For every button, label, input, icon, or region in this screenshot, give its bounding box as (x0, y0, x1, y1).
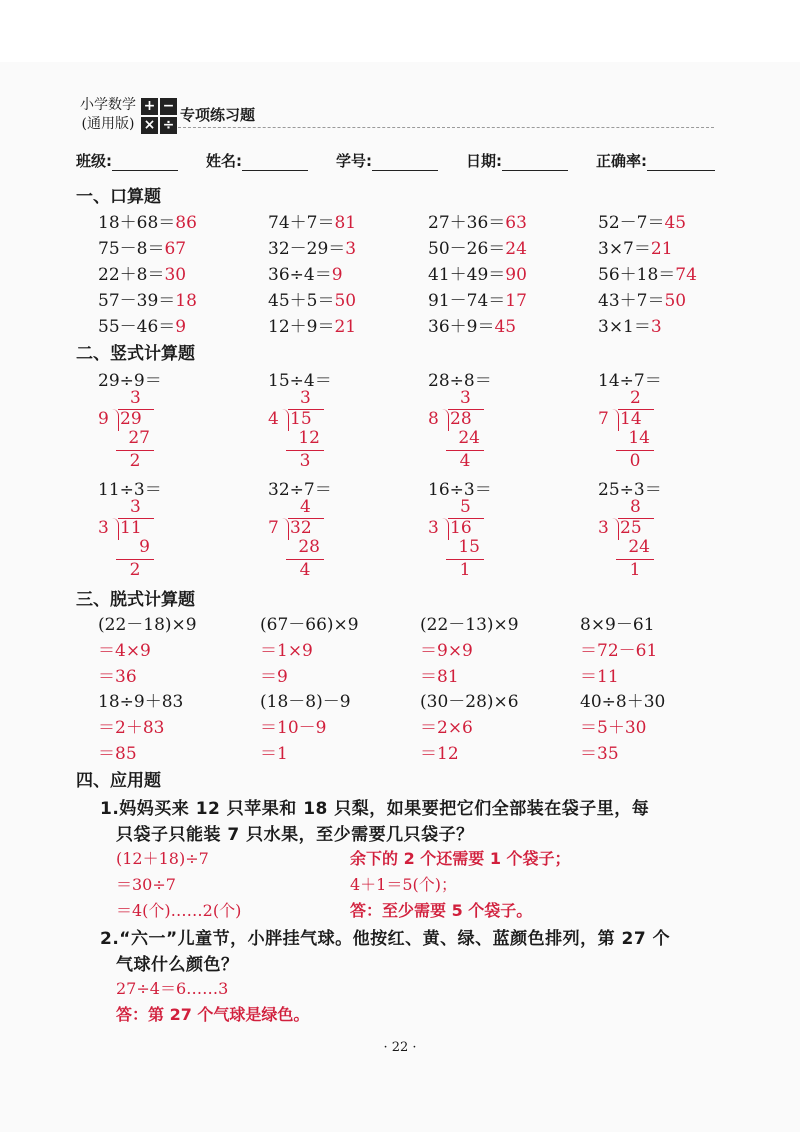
divide-icon: ÷ (160, 117, 177, 134)
accuracy-blank[interactable] (647, 152, 715, 171)
word-problem-2-line-1: 2.“六一”儿童节，小胖挂气球。他按红、黄、绿、蓝颜色排列，第 27 个 (100, 929, 671, 949)
word-problem-1-line-1: 1.妈妈买来 12 只苹果和 18 只梨，如果要把它们全部装在袋子里，每 (100, 799, 650, 819)
expression-text: 8×9－61 (580, 615, 655, 635)
step-2-text: ＝81 (420, 667, 459, 687)
long-division (98, 499, 158, 585)
mental-math-item (428, 208, 527, 233)
minus-icon: − (160, 98, 177, 115)
divisor-text: 9 (98, 409, 109, 429)
mental-math-item (428, 312, 516, 337)
step-1-text: ＝10－9 (260, 718, 327, 738)
division-question: 14÷7＝ (598, 371, 662, 391)
answer-text: 45 (664, 213, 687, 233)
question-text: 22＋8＝ (98, 265, 165, 285)
division-question: 29÷9＝ (98, 371, 162, 391)
date-label: 日期: (466, 152, 502, 170)
answer-text: 50 (664, 291, 687, 311)
division-question: 11÷3＝ (98, 480, 162, 500)
product-text: 15 (458, 537, 480, 557)
subtraction-line (616, 450, 654, 451)
division-bracket-icon (612, 518, 619, 540)
name-label: 姓名: (206, 152, 242, 170)
problem-2-calc: 27÷4＝6……3 (116, 979, 229, 998)
student-id-label: 学号: (336, 152, 372, 170)
problem-1-note: 余下的 2 个还需要 1 个袋子； (350, 849, 571, 868)
mental-math-item (428, 234, 527, 259)
step-1-text: ＝1×9 (260, 641, 313, 661)
step-2-text: ＝1 (260, 744, 288, 764)
question-text: 12＋9＝ (268, 317, 335, 337)
class-field[interactable] (76, 150, 178, 171)
answer-text: 67 (164, 239, 187, 259)
remainder-text: 4 (459, 451, 471, 471)
question-text: 55－46＝ (98, 317, 176, 337)
quotient-text: 8 (630, 497, 641, 517)
step-2-text: ＝9 (260, 667, 288, 687)
step-2-text: ＝36 (98, 667, 137, 687)
subtraction-line (116, 450, 154, 451)
step-1-text: ＝2＋83 (98, 718, 165, 738)
remainder-text: 1 (629, 560, 641, 580)
word-problem-2-line-2: 气球什么颜色？ (116, 955, 239, 975)
name-blank[interactable] (242, 152, 308, 171)
answer-text: 63 (505, 213, 527, 233)
divisor-text: 7 (598, 409, 609, 429)
mental-math-item (98, 260, 186, 285)
answer-text: 45 (494, 317, 517, 337)
step-1-text: ＝72－61 (580, 641, 658, 661)
division-bracket-icon (112, 518, 119, 540)
expression-text: (30－28)×6 (420, 692, 519, 712)
section-vertical-division-title: 二、竖式计算题 (76, 344, 195, 364)
division-bracket-icon (612, 409, 619, 431)
subtraction-line (446, 450, 484, 451)
question-text: 50－26＝ (428, 239, 506, 259)
remainder-text: 1 (459, 560, 471, 580)
problem-1-step-2: ＝30÷7 (116, 875, 176, 894)
section-stepwise-title: 三、脱式计算题 (76, 590, 195, 610)
subtraction-line (446, 559, 484, 560)
quotient-text: 5 (460, 497, 471, 517)
mental-math-item (428, 260, 527, 285)
accuracy-field[interactable] (596, 150, 715, 171)
subtraction-line (286, 559, 324, 560)
mental-math-item (268, 208, 356, 233)
long-division (98, 390, 158, 476)
answer-text: 3 (650, 317, 662, 337)
mental-math-item (598, 312, 662, 337)
quotient-text: 3 (130, 388, 141, 408)
mental-math-item (598, 234, 673, 259)
student-id-field[interactable] (336, 150, 438, 171)
long-division (268, 390, 328, 476)
problem-1-answer: 答：至少需要 5 个袋子。 (350, 901, 533, 920)
mental-math-item (598, 208, 686, 233)
product-text: 24 (628, 537, 650, 557)
product-text: 14 (628, 428, 650, 448)
step-1-text: ＝5＋30 (580, 718, 647, 738)
step-1-text: ＝4×9 (98, 641, 151, 661)
long-division (598, 390, 658, 476)
question-text: 43＋7＝ (598, 291, 665, 311)
accuracy-label: 正确率: (596, 152, 647, 170)
quotient-text: 3 (300, 388, 311, 408)
question-text: 56＋18＝ (598, 265, 676, 285)
division-bar (618, 409, 654, 432)
date-field[interactable] (466, 150, 568, 171)
question-text: 27＋36＝ (428, 213, 506, 233)
answer-text: 24 (505, 239, 527, 259)
product-text: 12 (298, 428, 320, 448)
dividend-text: 14 (620, 409, 642, 429)
mental-math-item (98, 234, 186, 259)
divisor-text: 4 (268, 409, 279, 429)
dividend-text: 28 (450, 409, 472, 429)
question-text: 3×7＝ (598, 239, 651, 259)
subtraction-line (286, 450, 324, 451)
mental-math-item (98, 312, 186, 337)
question-text: 41＋49＝ (428, 265, 506, 285)
remainder-text: 2 (129, 451, 141, 471)
division-question: 16÷3＝ (428, 480, 492, 500)
answer-text: 21 (334, 317, 357, 337)
operator-logo (141, 98, 177, 134)
division-bracket-icon (442, 518, 449, 540)
answer-text: 17 (505, 291, 527, 311)
book-title: 专项练习题 (180, 106, 256, 124)
subtraction-line (616, 559, 654, 560)
expression-text: 40÷8＋30 (580, 692, 666, 712)
quotient-text: 4 (300, 497, 311, 517)
divisor-text: 3 (428, 518, 439, 538)
division-bar (118, 409, 154, 432)
question-text: 57－39＝ (98, 291, 176, 311)
question-text: 75－8＝ (98, 239, 165, 259)
answer-text: 30 (164, 265, 187, 285)
answer-text: 74 (675, 265, 697, 285)
answer-text: 50 (334, 291, 357, 311)
section-word-problems-title: 四、应用题 (76, 771, 161, 791)
answer-text: 81 (334, 213, 357, 233)
division-bar (618, 518, 654, 541)
times-icon: × (141, 117, 158, 134)
question-text: 91－74＝ (428, 291, 506, 311)
question-text: 3×1＝ (598, 317, 651, 337)
plus-icon: + (141, 98, 158, 115)
word-problem-1-line-2: 只袋子只能装 7 只水果，至少需要几只袋子？ (116, 825, 474, 845)
expression-text: (67－66)×9 (260, 615, 359, 635)
division-bar (448, 409, 484, 432)
answer-text: 9 (331, 265, 343, 285)
brand-label (76, 96, 140, 134)
long-division (428, 390, 488, 476)
remainder-text: 3 (299, 451, 311, 471)
division-bar (118, 518, 154, 541)
mental-math-item (98, 208, 197, 233)
mental-math-item (428, 286, 527, 311)
divisor-text: 3 (598, 518, 609, 538)
problem-1-step-1: (12＋18)÷7 (116, 849, 209, 868)
product-text: 9 (139, 537, 150, 557)
step-2-text: ＝11 (580, 667, 619, 687)
division-question: 32÷7＝ (268, 480, 332, 500)
problem-1-step-3: ＝4(个)……2(个) (116, 901, 242, 920)
header-divider (178, 127, 714, 128)
name-field[interactable] (206, 150, 308, 171)
question-text: 32－29＝ (268, 239, 346, 259)
product-text: 27 (128, 428, 150, 448)
quotient-text: 2 (630, 388, 641, 408)
answer-text: 18 (175, 291, 197, 311)
class-label: 班级: (76, 152, 112, 170)
dividend-text: 32 (290, 518, 312, 538)
question-text: 45＋5＝ (268, 291, 335, 311)
dividend-text: 16 (450, 518, 472, 538)
step-1-text: ＝9×9 (420, 641, 473, 661)
problem-1-step-4: 4＋1＝5(个)； (350, 875, 458, 894)
subtraction-line (116, 559, 154, 560)
answer-text: 3 (345, 239, 357, 259)
division-bracket-icon (442, 409, 449, 431)
question-text: 18＋68＝ (98, 213, 176, 233)
quotient-text: 3 (130, 497, 141, 517)
division-question: 15÷4＝ (268, 371, 332, 391)
division-bar (288, 518, 324, 541)
mental-math-item (268, 260, 343, 285)
class-blank[interactable] (112, 152, 178, 171)
page-number: · 22 · (383, 1040, 417, 1055)
division-bar (448, 518, 484, 541)
dividend-text: 15 (290, 409, 312, 429)
long-division (268, 499, 328, 585)
question-text: 36＋9＝ (428, 317, 495, 337)
product-text: 24 (458, 428, 480, 448)
division-question: 28÷8＝ (428, 371, 492, 391)
answer-text: 90 (505, 265, 527, 285)
dividend-text: 25 (620, 518, 642, 538)
mental-math-item (598, 286, 686, 311)
division-bracket-icon (282, 518, 289, 540)
expression-text: (22－13)×9 (420, 615, 519, 635)
mental-math-item (268, 234, 356, 259)
question-text: 36÷4＝ (268, 265, 332, 285)
division-question: 25÷3＝ (598, 480, 662, 500)
divisor-text: 8 (428, 409, 439, 429)
dividend-text: 29 (120, 409, 142, 429)
quotient-text: 3 (460, 388, 471, 408)
remainder-text: 4 (299, 560, 311, 580)
expression-text: 18÷9＋83 (98, 692, 184, 712)
step-2-text: ＝85 (98, 744, 137, 764)
division-bracket-icon (112, 409, 119, 431)
mental-math-item (598, 260, 697, 285)
answer-text: 9 (175, 317, 187, 337)
division-bracket-icon (282, 409, 289, 431)
division-bar (288, 409, 324, 432)
section-mental-math-title: 一、口算题 (76, 187, 161, 207)
question-text: 74＋7＝ (268, 213, 335, 233)
step-2-text: ＝35 (580, 744, 619, 764)
top-band (0, 0, 800, 62)
brand-line-2: (通用版) (81, 116, 135, 132)
answer-text: 86 (175, 213, 197, 233)
remainder-text: 2 (129, 560, 141, 580)
divisor-text: 3 (98, 518, 109, 538)
question-text: 52－7＝ (598, 213, 665, 233)
long-division (598, 499, 658, 585)
expression-text: (22－18)×9 (98, 615, 197, 635)
dividend-text: 11 (120, 518, 142, 538)
divisor-text: 7 (268, 518, 279, 538)
brand-line-1: 小学数学 (80, 97, 136, 113)
step-1-text: ＝2×6 (420, 718, 473, 738)
mental-math-item (268, 312, 356, 337)
long-division (428, 499, 488, 585)
mental-math-item (98, 286, 197, 311)
mental-math-item (268, 286, 356, 311)
student-id-blank[interactable] (372, 152, 438, 171)
problem-2-answer: 答：第 27 个气球是绿色。 (116, 1005, 310, 1024)
date-blank[interactable] (502, 152, 568, 171)
answer-text: 21 (650, 239, 673, 259)
step-2-text: ＝12 (420, 744, 459, 764)
remainder-text: 0 (629, 451, 641, 471)
product-text: 28 (298, 537, 320, 557)
expression-text: (18－8)－9 (260, 692, 351, 712)
